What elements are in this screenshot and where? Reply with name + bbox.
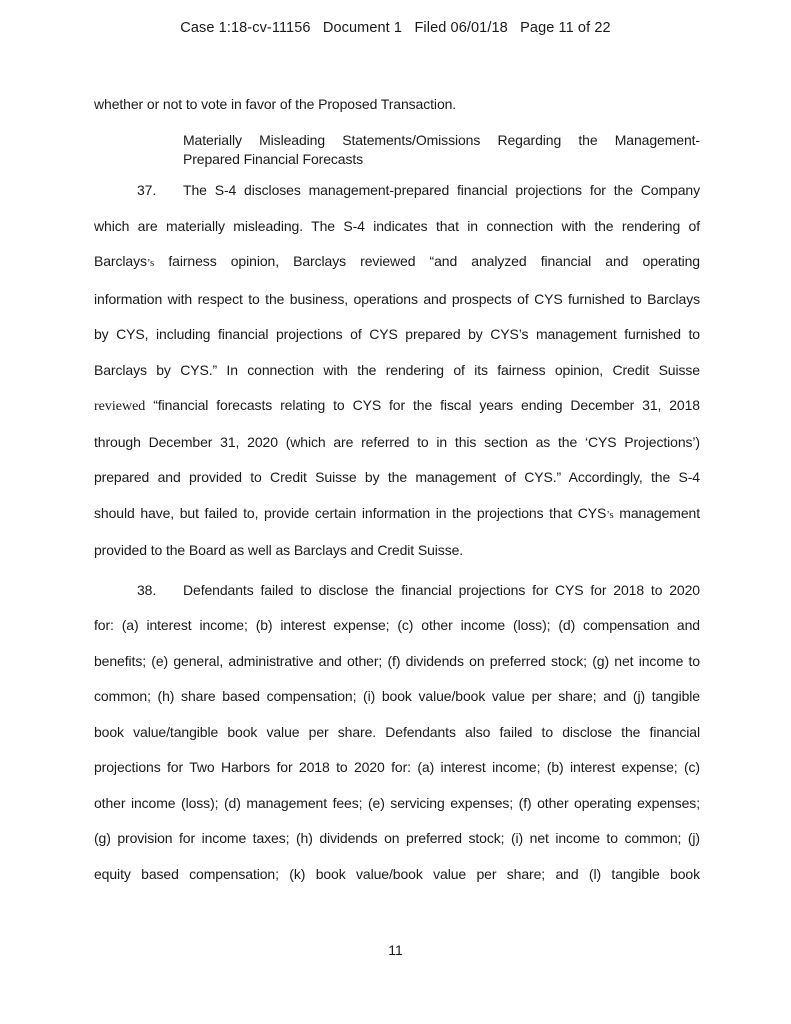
line-text: should have, but failed to, provide certain information in the projections that CYS [94,504,607,521]
case-caption: Case 1:18-cv-11156 Document 1 Filed 06/01/18 Page 11 of 22 [180,20,611,36]
paragraph-line [94,715,700,751]
line-text: prepared and provided to Credit Suisse by the management of CYS.” Accordingly, the S-4 [94,469,700,485]
line-text-serif: reviewed [94,399,146,414]
paragraph-38 [94,573,700,893]
paragraph-line [94,750,700,786]
paragraph-line [94,244,700,282]
heading-line: Materially Misleading Statements/Omissions Regarding the Management- [183,132,700,148]
line-text: information with respect to the business, operations and prospects of CYS furnished to Barclays [94,290,700,307]
line-text: provided to the Board as well as Barclays and Credit Suisse. [94,542,464,558]
heading-line: Prepared Financial Forecasts [183,151,364,167]
line-text: common; (h) share based compensation; (i) book value/book value per share; and (j) tangible [94,688,700,704]
paragraph-line [94,282,700,318]
line-text: projections for Two Harbors for 2018 to 2020 for: (a) interest income; (b) interest expense; (c) [94,759,700,775]
page-number: 11 [388,942,403,958]
line-text-serif: ’s [606,508,614,521]
line-text: equity based compensation; (k) book value/book value per share; and (l) tangible book [94,865,700,882]
line-text: The S-4 discloses management-prepared financial projections for the Company [183,182,700,198]
paragraph-number: 38. [137,581,157,598]
paragraph-line [94,353,700,389]
line-text: through December 31, 2020 (which are referred to in this section as the ‘CYS Projections’) [94,433,700,450]
line-text-serif: ’s [146,257,155,269]
paragraph-line [94,173,700,209]
section-heading [183,131,700,169]
paragraph-37 [94,173,700,569]
line-text: by CYS, including financial projections of CYS prepared by CYS’s management furnished to [94,326,700,342]
line-text: other income (loss); (d) management fees; (e) servicing expenses; (f) other operating expenses; [94,794,700,811]
paragraph-line [94,608,700,644]
line-text: Barclays [94,253,147,269]
paragraph-line [94,425,700,461]
paragraph-line [94,857,700,893]
line-text: Defendants failed to disclose the financial projections for CYS for 2018 to 2020 [183,581,700,598]
line-text: for: (a) interest income; (b) interest expense; (c) other income (loss); (d) compensation and [94,617,700,633]
line-text: (g) provision for income taxes; (h) dividends on preferred stock; (i) net income to common; (j) [94,830,700,846]
line-text: Barclays by CYS.” In connection with the rendering of its fairness opinion, Credit Suisse [94,361,700,378]
line-text: management [613,504,700,521]
paragraph-number: 37. [137,182,157,198]
line-text: which are materially misleading. The S-4 indicates that in connection with the rendering of [94,217,700,234]
line-text: fairness opinion, Barclays reviewed “and analyzed financial and operating [154,253,700,269]
line-text: book value/tangible book value per share. Defendants also failed to disclose the financial [94,723,700,740]
line-text: “financial forecasts relating to CYS for the fiscal years ending December 31, 2018 [145,397,700,413]
paragraph-line [94,573,700,609]
document-body [94,95,700,892]
paragraph-line: whether or not to vote in favor of the Proposed Transaction. [94,96,457,112]
paragraph-line [94,644,700,680]
paragraph-line [94,786,700,822]
paragraph-line [94,317,700,353]
paragraph-line [94,533,700,569]
paragraph-line [94,460,700,496]
line-text: benefits; (e) general, administrative and other; (f) dividends on preferred stock; (g) net income to [94,652,700,669]
paragraph-line [94,679,700,715]
paragraph-line [94,388,700,425]
paragraph-line [94,209,700,245]
paragraph-line [94,821,700,857]
paragraph-line [94,496,700,534]
